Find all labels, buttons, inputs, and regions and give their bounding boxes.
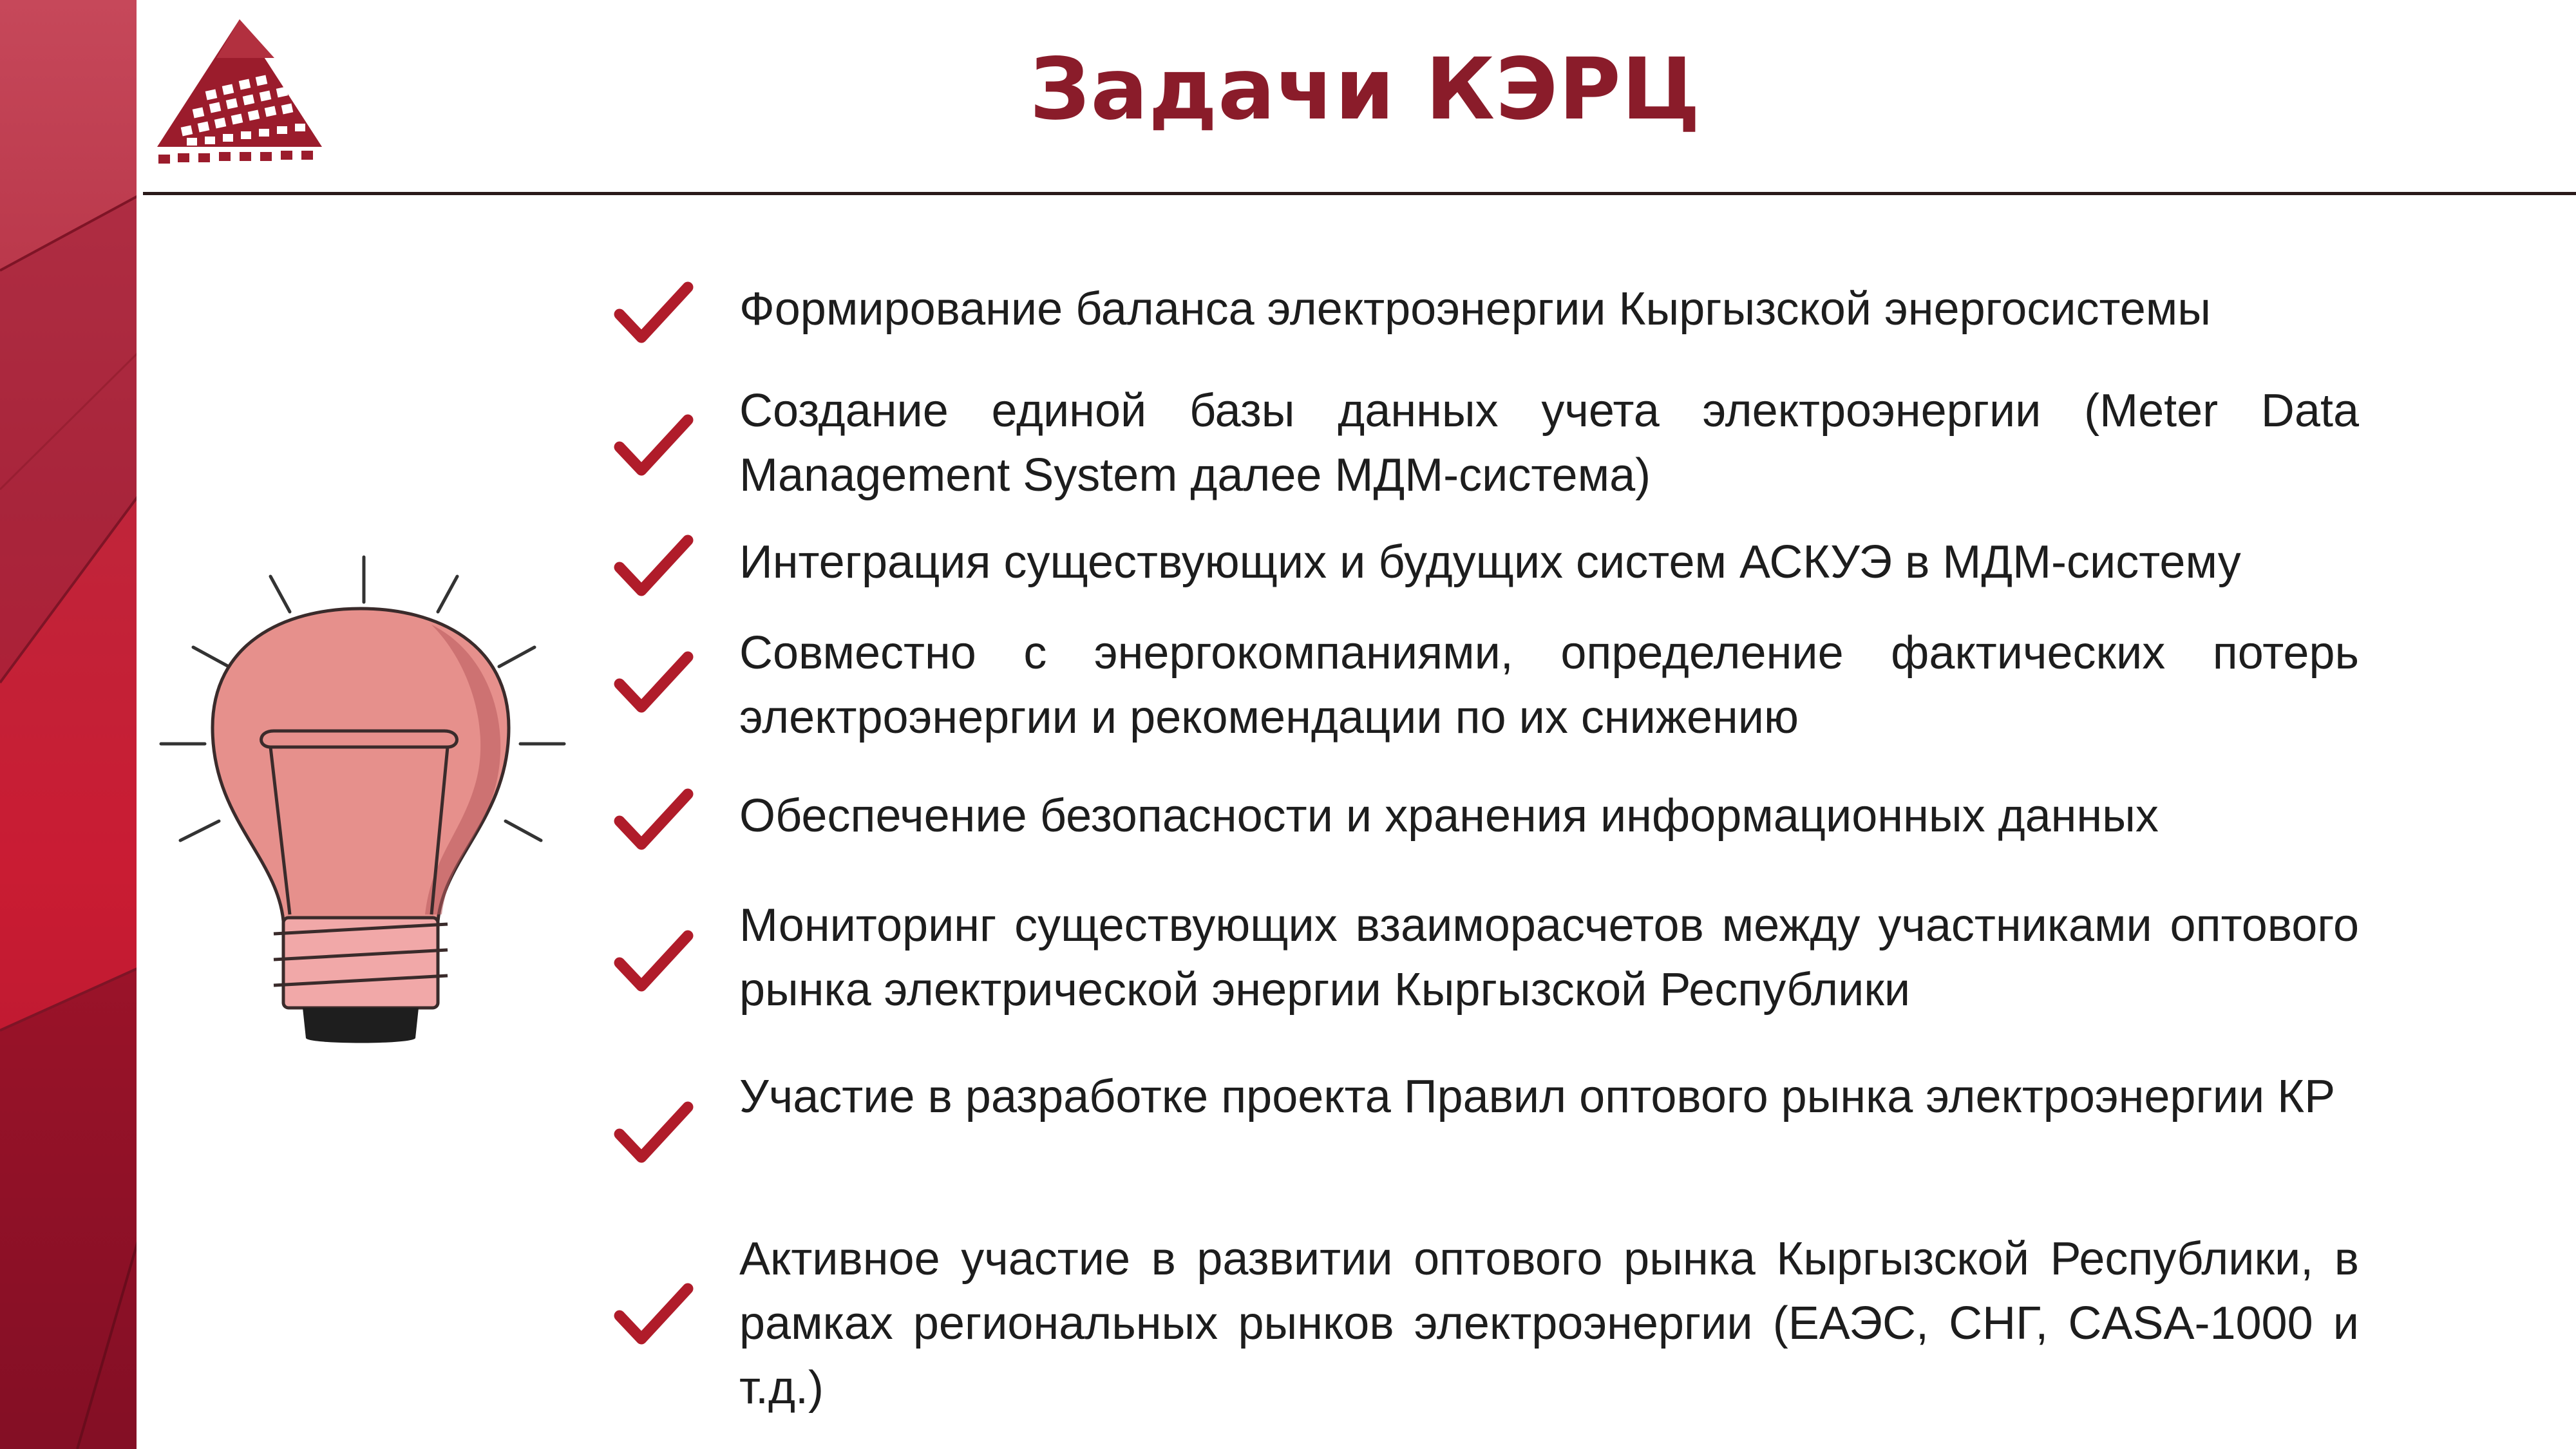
check-icon bbox=[612, 410, 696, 480]
check-icon bbox=[612, 277, 696, 348]
check-icon bbox=[612, 925, 696, 996]
task-text: Обеспечение безопасности и хранения информационных данных bbox=[739, 790, 2159, 842]
decorative-side-band bbox=[0, 0, 143, 1449]
header-divider bbox=[143, 192, 2576, 195]
check-icon bbox=[612, 1278, 696, 1349]
company-logo bbox=[152, 18, 330, 169]
light-bulb-icon bbox=[155, 547, 567, 1050]
task-text: Участие в разработке проекта Правил оптового рынка электроэнергии КР bbox=[739, 1071, 2336, 1122]
task-text: Мониторинг существующих взаиморасчетов между участниками оптового рынка электрической энергии Кыргызской Республики bbox=[739, 900, 2359, 1016]
check-icon bbox=[612, 1097, 696, 1168]
check-icon bbox=[612, 647, 696, 717]
task-text: Интеграция существующих и будущих систем АСКУЭ в МДМ-систему bbox=[739, 536, 2241, 588]
task-text: Создание единой базы данных учета электроэнергии (Meter Data Management System далее МДМ-система) bbox=[739, 385, 2359, 501]
task-text: Совместно с энергокомпаниями, определение фактических потерь электроэнергии и рекомендации по их снижению bbox=[739, 627, 2359, 743]
task-text: Активное участие в развитии оптового рынка Кыргызской Республики, в рамках региональных рынков электроэнергии (ЕАЭС, СНГ, CASA-1000 и т.д.) bbox=[739, 1233, 2359, 1414]
check-icon bbox=[612, 530, 696, 601]
check-icon bbox=[612, 784, 696, 855]
task-text: Формирование баланса электроэнергии Кыргызской энергосистемы bbox=[739, 283, 2211, 335]
page-title: Задачи КЭРЦ bbox=[1029, 40, 1701, 139]
